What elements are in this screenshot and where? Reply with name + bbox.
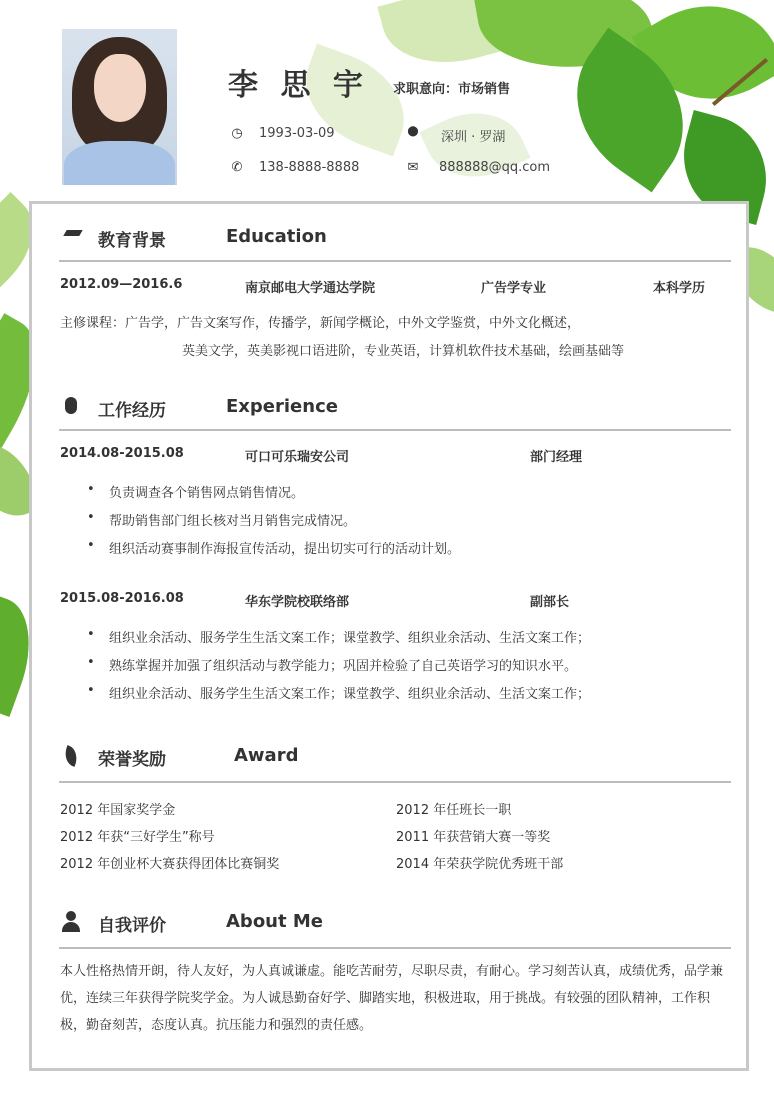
job-period: 2014.08-2015.08: [60, 446, 184, 461]
courses-line: 主修课程：广告学，广告文案写作，传播学，新闻学概论，中外文学鉴赏，中外文化概述，: [60, 316, 581, 331]
self-evaluation-text: 本人性格热情开朗，待人友好，为人真诚谦虚。能吃苦耐劳，尽职尽责，有耐心。学习刻苦认真，成绩优秀，品学兼优，连续三年获得学院奖学金。为人诚恳勤奋好学、脚踏实地，积极进取，用于挑战。有较强的团队精神，工作积极，勤奋刻苦，态度认真。抗压能力和强烈的责任感。: [60, 964, 724, 1033]
map-pin-icon: ⬤: [407, 126, 419, 137]
section-title-en: About Me: [226, 911, 323, 932]
education-period: 2012.09—2016.6: [60, 277, 183, 292]
award-item: 2012 年获“三好学生”称号: [60, 830, 215, 845]
section-title-en: Award: [234, 745, 299, 766]
school-name: 南京邮电大学通达学院: [245, 281, 376, 296]
phone-number: 138-8888-8888: [259, 160, 360, 175]
graduation-cap-icon: [60, 226, 82, 248]
resume-panel: [29, 201, 749, 1071]
degree: 本科学历: [653, 281, 706, 296]
section-title-cn: 教育背景: [98, 231, 166, 251]
mail-icon: ✉: [407, 160, 419, 175]
job-organization: 可口可乐瑞安公司: [245, 450, 350, 465]
award-item: 2012 年国家奖学金: [60, 803, 176, 818]
section-divider: [59, 429, 731, 431]
bullet-icon: •: [87, 683, 95, 698]
experience-heading: [60, 396, 732, 426]
courses-line: 英美文学，英美影视口语进阶，专业英语，计算机软件技术基础，绘画基础等: [182, 344, 625, 359]
email-address: 888888@qq.com: [439, 160, 551, 175]
section-title-cn: 工作经历: [98, 401, 166, 421]
profile-photo: [62, 29, 177, 185]
mouse-icon: [60, 396, 82, 418]
decorative-leaf: [419, 94, 530, 195]
about-heading: [60, 911, 732, 941]
duty-text: 熟练掌握并加强了组织活动与教学能力；巩固并检验了自己英语学习的知识水平。: [109, 659, 578, 674]
birth-date: 1993-03-09: [259, 126, 335, 141]
section-divider: [59, 947, 731, 949]
candidate-name: 李 思 宇: [228, 68, 369, 103]
user-icon: [60, 911, 82, 933]
award-heading: [60, 745, 732, 775]
job-period: 2015.08-2016.08: [60, 591, 184, 606]
section-title-cn: 自我评价: [98, 916, 166, 936]
phone-icon: ✆: [231, 160, 243, 175]
section-divider: [59, 260, 731, 262]
bullet-icon: •: [87, 510, 95, 525]
section-title-cn: 荣誉奖励: [98, 750, 166, 770]
duty-text: 负责调查各个销售网点销售情况。: [109, 486, 305, 501]
duty-text: 帮助销售部门组长核对当月销售完成情况。: [109, 514, 357, 529]
bullet-icon: •: [87, 482, 95, 497]
job-role: 部门经理: [530, 450, 583, 465]
section-title-en: Experience: [226, 396, 338, 417]
major: 广告学专业: [481, 281, 547, 296]
job-organization: 华东学院校联络部: [245, 595, 350, 610]
clock-icon: ◷: [231, 126, 243, 141]
award-item: 2012 年创业杯大赛获得团体比赛铜奖: [60, 857, 280, 872]
section-divider: [59, 781, 731, 783]
leaf-icon: [60, 745, 82, 767]
award-item: 2012 年任班长一职: [396, 803, 512, 818]
bullet-icon: •: [87, 538, 95, 553]
duty-text: 组织业余活动、服务学生生活文案工作；课堂教学、组织业余活动、生活文案工作；: [109, 631, 591, 646]
bullet-icon: •: [87, 655, 95, 670]
bullet-icon: •: [87, 627, 95, 642]
award-item: 2011 年获营销大赛一等奖: [396, 830, 551, 845]
duty-text: 组织活动赛事制作海报宣传活动，提出切实可行的活动计划。: [109, 542, 461, 557]
job-role: 副部长: [530, 595, 570, 610]
education-heading: [60, 226, 732, 256]
section-title-en: Education: [226, 226, 327, 247]
job-intent: 求职意向：市场销售: [393, 82, 511, 97]
location-text: 深圳 · 罗湖: [441, 130, 506, 145]
duty-text: 组织业余活动、服务学生生活文案工作；课堂教学、组织业余活动、生活文案工作；: [109, 687, 591, 702]
award-item: 2014 年荣获学院优秀班干部: [396, 857, 564, 872]
